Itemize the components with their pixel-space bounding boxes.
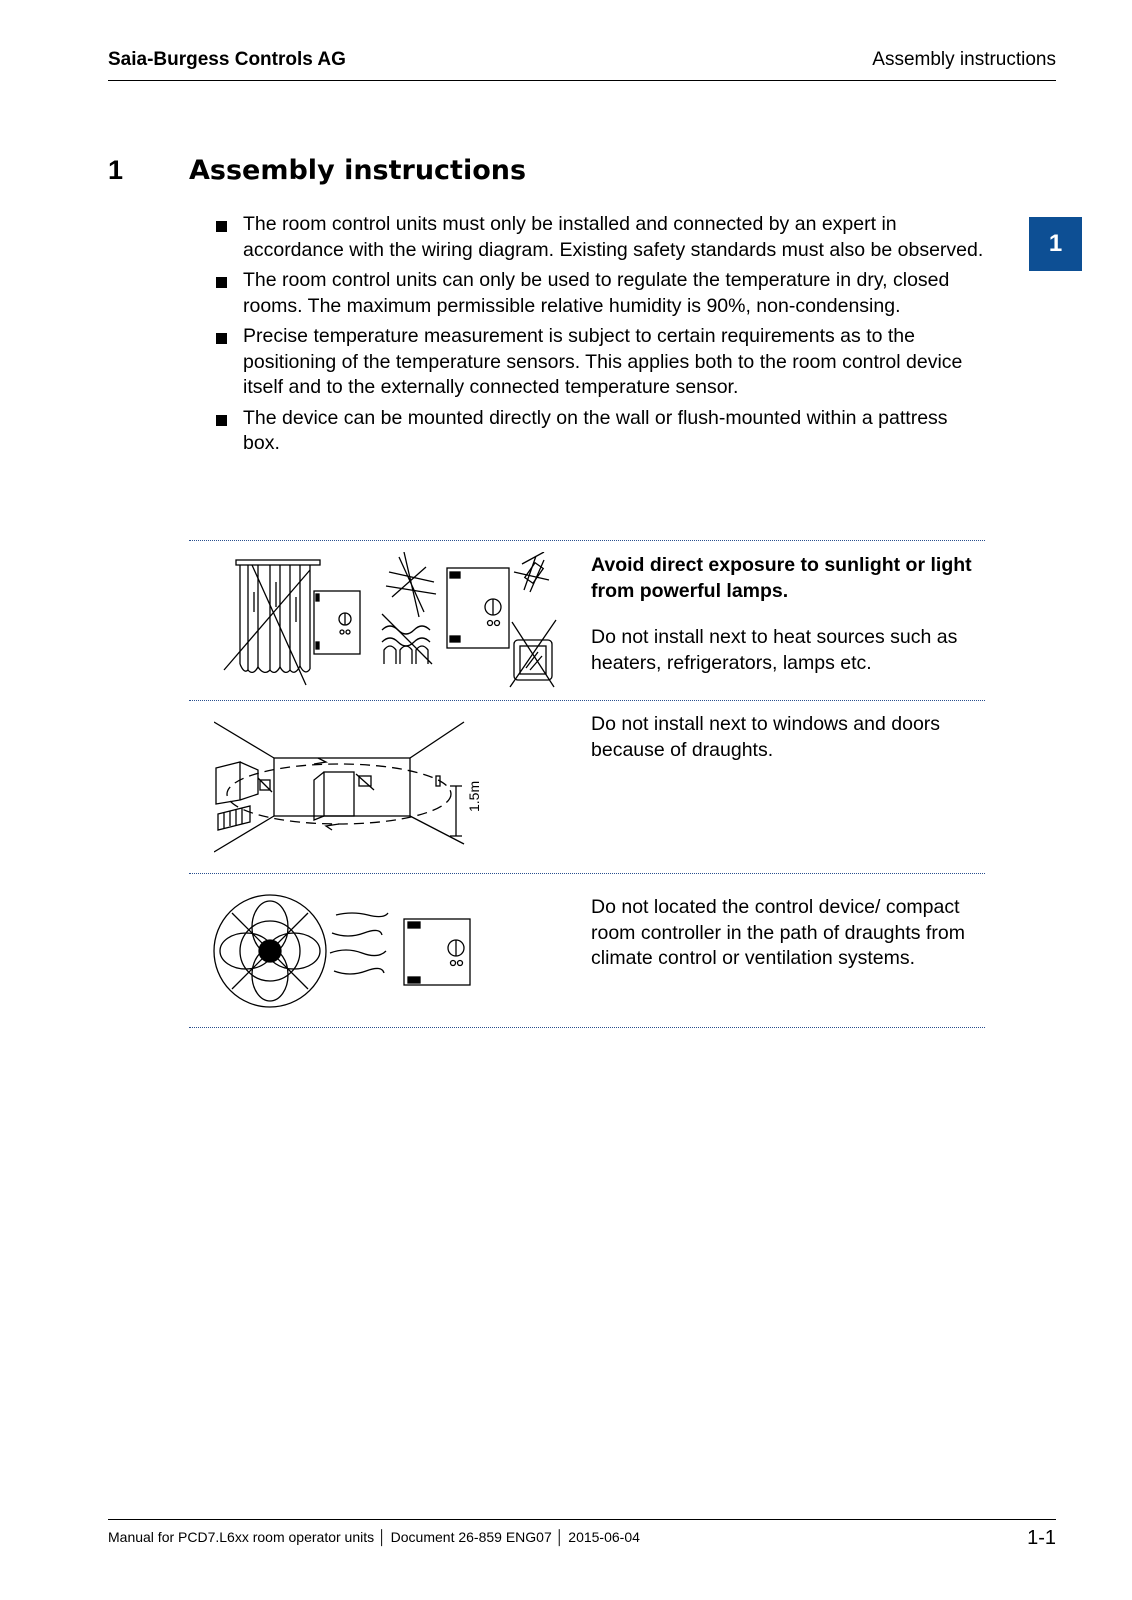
- chapter-tab-label: 1: [1048, 230, 1063, 257]
- room-controller-icon: [314, 591, 360, 654]
- bullet-square-icon: [216, 415, 227, 426]
- room-outline-icon: [214, 722, 464, 852]
- list-item: [216, 324, 986, 401]
- footer-rule: [108, 1519, 1056, 1520]
- page-number: 1-1: [1027, 1527, 1056, 1549]
- footer-document: Document 26-859 ENG07: [390, 1529, 552, 1545]
- company-name: Saia-Burgess Controls AG: [108, 49, 346, 70]
- curtain-window-icon: [224, 560, 320, 685]
- chapter-title: Assembly instructions: [189, 155, 527, 186]
- panel-divider: [189, 540, 985, 541]
- panel-sunlight-text: [591, 553, 986, 697]
- sunlight-heat-illustration: [214, 552, 586, 692]
- window-icon: [216, 762, 258, 804]
- panel-body: Do not install next to windows and doors because of draughts.: [591, 713, 941, 761]
- airflow-icon: [330, 913, 388, 974]
- panel-divider: [189, 1027, 985, 1028]
- wall-sensor-icon: [436, 776, 462, 836]
- footer-separator: │: [555, 1529, 569, 1545]
- list-item-text: The room control units can only be used to regulate the temperature in dry, closed rooms. The maximum permissible relative humidity is 90%, non-condensing.: [243, 269, 950, 317]
- list-item-text: Precise temperature measurement is subject to certain requirements as to the positioning of the temperature sensors. This applies both to the room control device itself and to the externally connected temperature sensor.: [243, 325, 963, 398]
- bullet-square-icon: [216, 221, 227, 232]
- panel-divider: [189, 873, 985, 874]
- height-label: 1.5m: [466, 780, 482, 812]
- room-controller-icon: [447, 568, 509, 648]
- header-rule: [108, 80, 1056, 81]
- fan-icon: [214, 895, 326, 1007]
- list-item-text: The device can be mounted directly on the wall or flush-mounted within a pattress box.: [243, 406, 948, 454]
- list-item: [216, 268, 986, 319]
- chapter-tab[interactable]: [1029, 217, 1082, 271]
- bullet-square-icon: [216, 333, 227, 344]
- footer-separator: │: [378, 1529, 391, 1545]
- bullet-square-icon: [216, 277, 227, 288]
- panel-ventilation-text: [591, 895, 986, 993]
- lamp-icon: [514, 552, 549, 592]
- appliance-icon: [510, 620, 556, 687]
- list-item: [216, 406, 986, 457]
- instruction-list: [216, 212, 986, 462]
- radiator-icon: [218, 806, 250, 830]
- panel-divider: [189, 700, 985, 701]
- sun-icon: [386, 552, 436, 617]
- list-item: [216, 212, 986, 263]
- footer-info: [108, 1529, 640, 1545]
- heater-icon: [382, 614, 432, 664]
- list-item-text: The room control units must only be installed and connected by an expert in accordance with the wiring diagram. Existing safety standards must also be observed.: [243, 213, 984, 261]
- panel-body: Do not install next to heat sources such as heaters, refrigerators, lamps etc.: [591, 626, 958, 674]
- panel-window-text: [591, 712, 986, 784]
- draught-arrows-icon: [227, 764, 451, 824]
- footer-date: 2015-06-04: [568, 1529, 640, 1545]
- room-controller-icon: [404, 919, 470, 985]
- fan-draught-illustration: [212, 893, 482, 1008]
- panel-body: Do not located the control device/ compact room controller in the path of draughts from climate control or ventilation systems.: [591, 896, 965, 969]
- footer-manual: Manual for PCD7.L6xx room operator units: [108, 1529, 375, 1545]
- panel-heading: Avoid direct exposure to sunlight or light from powerful lamps.: [591, 554, 972, 602]
- sensor-crossed-icon: [258, 774, 374, 792]
- chapter-number: 1: [108, 155, 124, 185]
- header-section-title: Assembly instructions: [872, 49, 1056, 70]
- door-icon: [314, 772, 354, 820]
